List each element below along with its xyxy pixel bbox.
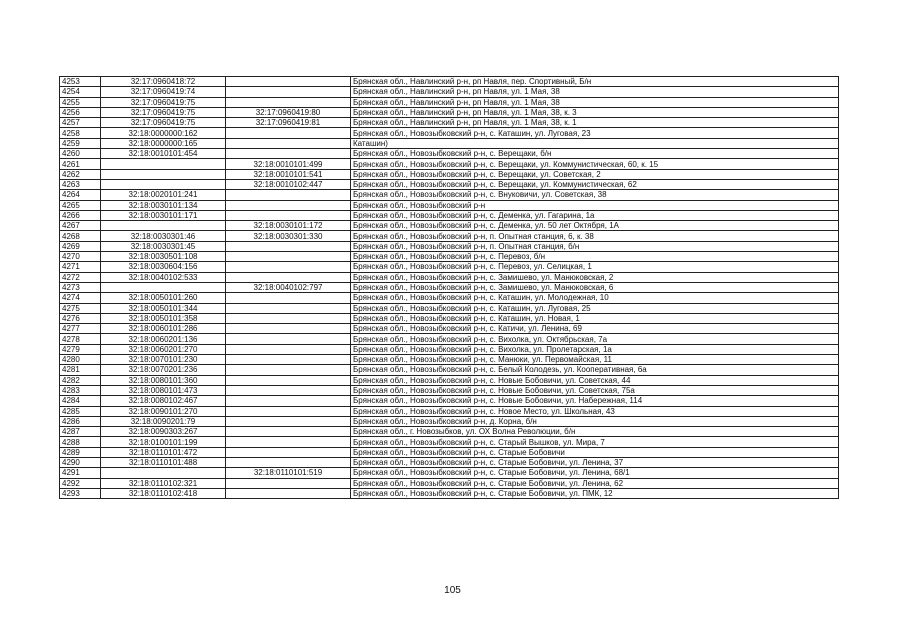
- table-row: [60, 457, 839, 467]
- table-row: [60, 303, 839, 313]
- cadastral-number-cell: 32:18:0030501:108: [101, 252, 226, 262]
- row-number-cell: 4270: [60, 252, 101, 262]
- table-row: [60, 293, 839, 303]
- table-row: [60, 416, 839, 426]
- table-row: [60, 241, 839, 251]
- row-number-cell: 4273: [60, 282, 101, 292]
- related-cadastral-number-cell: [226, 457, 351, 467]
- row-number-cell: 4284: [60, 396, 101, 406]
- related-cadastral-number-cell: [226, 416, 351, 426]
- related-cadastral-number-cell: [226, 478, 351, 488]
- related-cadastral-number-cell: [226, 385, 351, 395]
- address-cell: Брянская обл., г. Новозыбков, ул. ОХ Волна Революции, б/н: [351, 427, 839, 437]
- cadastral-number-cell: 32:18:0100101:199: [101, 437, 226, 447]
- table-row: [60, 262, 839, 272]
- row-number-cell: 4268: [60, 231, 101, 241]
- related-cadastral-number-cell: [226, 313, 351, 323]
- address-cell: Брянская обл., Новозыбковский р-н, с. Старый Вышков, ул. Мира, 7: [351, 437, 839, 447]
- row-number-cell: 4269: [60, 241, 101, 251]
- cadastral-number-cell: 32:18:0090303:267: [101, 427, 226, 437]
- table-row: [60, 190, 839, 200]
- address-cell: Брянская обл., Новозыбковский р-н, с. Старые Бобовичи: [351, 447, 839, 457]
- row-number-cell: 4266: [60, 210, 101, 220]
- row-number-cell: 4253: [60, 77, 101, 87]
- related-cadastral-number-cell: [226, 488, 351, 498]
- address-cell: Брянская обл., Новозыбковский р-н, с. Верещаки, ул. Коммунистическая, 62: [351, 179, 839, 189]
- row-number-cell: 4265: [60, 200, 101, 210]
- table-row: [60, 200, 839, 210]
- cadastral-number-cell: 32:18:0070201:236: [101, 365, 226, 375]
- cadastral-number-cell: 32:18:0060101:286: [101, 324, 226, 334]
- cadastral-number-cell: 32:18:0080101:473: [101, 385, 226, 395]
- related-cadastral-number-cell: [226, 375, 351, 385]
- address-cell: Брянская обл., Новозыбковский р-н, с. Перевоз, ул. Селицкая, 1: [351, 262, 839, 272]
- related-cadastral-number-cell: 32:18:0030301:330: [226, 231, 351, 241]
- row-number-cell: 4277: [60, 324, 101, 334]
- row-number-cell: 4259: [60, 138, 101, 148]
- cadastral-number-cell: 32:17:0960418:72: [101, 77, 226, 87]
- address-cell: Брянская обл., Новозыбковский р-н, с. Новые Бобовичи, ул. Советская, 44: [351, 375, 839, 385]
- address-cell: Брянская обл., Новозыбковский р-н, с. Каташин, ул. Молодежная, 10: [351, 293, 839, 303]
- related-cadastral-number-cell: [226, 262, 351, 272]
- row-number-cell: 4287: [60, 427, 101, 437]
- table-row: [60, 77, 839, 87]
- table-row: [60, 468, 839, 478]
- cadastral-number-cell: 32:18:0110101:488: [101, 457, 226, 467]
- table-row: [60, 324, 839, 334]
- cadastral-number-cell: 32:17:0960419:75: [101, 118, 226, 128]
- cadastral-number-cell: 32:18:0000000:165: [101, 138, 226, 148]
- row-number-cell: 4290: [60, 457, 101, 467]
- row-number-cell: 4282: [60, 375, 101, 385]
- cadastral-number-cell: 32:18:0050101:358: [101, 313, 226, 323]
- table-row: [60, 138, 839, 148]
- address-cell: Брянская обл., Новозыбковский р-н, с. Новые Бобовичи, ул. Советская, 75а: [351, 385, 839, 395]
- table-row: [60, 488, 839, 498]
- table-row: [60, 97, 839, 107]
- address-cell: Брянская обл., Навлинский р-н, рп Навля, ул. 1 Мая, 38, к. 1: [351, 118, 839, 128]
- related-cadastral-number-cell: [226, 138, 351, 148]
- address-cell: Брянская обл., Новозыбковский р-н, с. Старые Бобовичи, ул. ПМК, 12: [351, 488, 839, 498]
- address-cell: Брянская обл., Новозыбковский р-н, с. Вихолка, ул. Октябрьская, 7а: [351, 334, 839, 344]
- related-cadastral-number-cell: 32:18:0030101:172: [226, 221, 351, 231]
- cadastral-number-cell: 32:17:0960419:74: [101, 87, 226, 97]
- row-number-cell: 4289: [60, 447, 101, 457]
- table-row: [60, 437, 839, 447]
- address-cell: Брянская обл., Новозыбковский р-н, с. Вихолка, ул. Пролетарская, 1а: [351, 344, 839, 354]
- related-cadastral-number-cell: [226, 396, 351, 406]
- cadastral-number-cell: 32:18:0060201:136: [101, 334, 226, 344]
- cadastral-number-cell: 32:18:0070101:230: [101, 355, 226, 365]
- related-cadastral-number-cell: [226, 128, 351, 138]
- related-cadastral-number-cell: [226, 252, 351, 262]
- row-number-cell: 4260: [60, 149, 101, 159]
- cadastral-number-cell: 32:17:0960419:75: [101, 97, 226, 107]
- row-number-cell: 4256: [60, 107, 101, 117]
- table-row: [60, 344, 839, 354]
- related-cadastral-number-cell: 32:17:0960419:80: [226, 107, 351, 117]
- related-cadastral-number-cell: [226, 97, 351, 107]
- table-row: [60, 478, 839, 488]
- table-row: [60, 221, 839, 231]
- table-row: [60, 396, 839, 406]
- row-number-cell: 4286: [60, 416, 101, 426]
- cadastral-number-cell: 32:18:0030301:46: [101, 231, 226, 241]
- cadastral-number-cell: 32:18:0110102:418: [101, 488, 226, 498]
- cadastral-number-cell: 32:18:0080102:467: [101, 396, 226, 406]
- row-number-cell: 4279: [60, 344, 101, 354]
- table-row: [60, 179, 839, 189]
- table-row: [60, 447, 839, 457]
- address-cell: Брянская обл., Новозыбковский р-н, с. Верещаки, ул. Советская, 2: [351, 169, 839, 179]
- related-cadastral-number-cell: [226, 87, 351, 97]
- table-row: [60, 375, 839, 385]
- address-cell: Брянская обл., Новозыбковский р-н, с. Перевоз, б/н: [351, 252, 839, 262]
- address-cell: Брянская обл., Новозыбковский р-н, с. Верещаки, б/н: [351, 149, 839, 159]
- related-cadastral-number-cell: [226, 324, 351, 334]
- row-number-cell: 4292: [60, 478, 101, 488]
- row-number-cell: 4278: [60, 334, 101, 344]
- related-cadastral-number-cell: 32:18:0010101:499: [226, 159, 351, 169]
- row-number-cell: 4288: [60, 437, 101, 447]
- table-row: [60, 210, 839, 220]
- cadastral-number-cell: 32:18:0030301:45: [101, 241, 226, 251]
- address-cell: Брянская обл., Новозыбковский р-н, с. Катичи, ул. Ленина, 69: [351, 324, 839, 334]
- related-cadastral-number-cell: [226, 447, 351, 457]
- address-cell: Брянская обл., Новозыбковский р-н, с. Верещаки, ул. Коммунистическая, 60, к. 15: [351, 159, 839, 169]
- address-cell: Брянская обл., Навлинский р-н, рп Навля, ул. 1 Мая, 38, к. 3: [351, 107, 839, 117]
- cadastral-number-cell: 32:18:0010101:454: [101, 149, 226, 159]
- row-number-cell: 4255: [60, 97, 101, 107]
- address-cell: Брянская обл., Новозыбковский р-н, с. Внуковичи, ул. Советская, 38: [351, 190, 839, 200]
- related-cadastral-number-cell: [226, 77, 351, 87]
- row-number-cell: 4271: [60, 262, 101, 272]
- cadastral-number-cell: 32:18:0110102:321: [101, 478, 226, 488]
- address-cell: Брянская обл., Новозыбковский р-н, п. Опытная станция, 6, к. 38: [351, 231, 839, 241]
- property-table-body: [60, 77, 839, 499]
- address-cell: Брянская обл., Новозыбковский р-н, с. Новые Бобовичи, ул. Набережная, 114: [351, 396, 839, 406]
- table-row: [60, 231, 839, 241]
- table-row: [60, 272, 839, 282]
- table-row: [60, 159, 839, 169]
- related-cadastral-number-cell: [226, 365, 351, 375]
- related-cadastral-number-cell: [226, 200, 351, 210]
- property-table: [59, 76, 839, 499]
- address-cell: Брянская обл., Новозыбковский р-н, с. Манюки, ул. Первомайская, 11: [351, 355, 839, 365]
- address-cell: Брянская обл., Новозыбковский р-н, с. Новое Место, ул. Школьная, 43: [351, 406, 839, 416]
- row-number-cell: 4280: [60, 355, 101, 365]
- address-cell: Брянская обл., Новозыбковский р-н, с. Старые Бобовичи, ул. Ленина, 62: [351, 478, 839, 488]
- related-cadastral-number-cell: [226, 427, 351, 437]
- cadastral-number-cell: [101, 179, 226, 189]
- cadastral-number-cell: 32:18:0110101:472: [101, 447, 226, 457]
- related-cadastral-number-cell: [226, 303, 351, 313]
- related-cadastral-number-cell: [226, 355, 351, 365]
- row-number-cell: 4274: [60, 293, 101, 303]
- address-cell: Брянская обл., Навлинский р-н, рп Навля, пер. Спортивный, Б/н: [351, 77, 839, 87]
- table-row: [60, 334, 839, 344]
- row-number-cell: 4275: [60, 303, 101, 313]
- related-cadastral-number-cell: [226, 344, 351, 354]
- table-row: [60, 313, 839, 323]
- table-row: [60, 427, 839, 437]
- address-cell: Брянская обл., Новозыбковский р-н, с. Деменка, ул. Гагарина, 1а: [351, 210, 839, 220]
- cadastral-number-cell: 32:18:0080101:360: [101, 375, 226, 385]
- address-cell: Брянская обл., Новозыбковский р-н, с. Каташин, ул. Луговая, 25: [351, 303, 839, 313]
- cadastral-number-cell: 32:18:0020101:241: [101, 190, 226, 200]
- address-cell: Брянская обл., Новозыбковский р-н: [351, 200, 839, 210]
- table-row: [60, 252, 839, 262]
- cadastral-number-cell: [101, 169, 226, 179]
- row-number-cell: 4293: [60, 488, 101, 498]
- row-number-cell: 4258: [60, 128, 101, 138]
- address-cell: Брянская обл., Новозыбковский р-н, п. Опытная станция, б/н: [351, 241, 839, 251]
- row-number-cell: 4267: [60, 221, 101, 231]
- cadastral-number-cell: [101, 468, 226, 478]
- address-cell: Брянская обл., Новозыбковский р-н, с. Деменка, ул. 50 лет Октября, 1А: [351, 221, 839, 231]
- table-row: [60, 282, 839, 292]
- related-cadastral-number-cell: [226, 272, 351, 282]
- cadastral-number-cell: 32:18:0090201:79: [101, 416, 226, 426]
- cadastral-number-cell: 32:18:0050101:344: [101, 303, 226, 313]
- related-cadastral-number-cell: 32:18:0110101:519: [226, 468, 351, 478]
- row-number-cell: 4272: [60, 272, 101, 282]
- cadastral-number-cell: 32:18:0090101:270: [101, 406, 226, 416]
- row-number-cell: 4264: [60, 190, 101, 200]
- related-cadastral-number-cell: [226, 190, 351, 200]
- address-cell: Брянская обл., Новозыбковский р-н, с. Замишево, ул. Манюковская, 2: [351, 272, 839, 282]
- table-row: [60, 169, 839, 179]
- related-cadastral-number-cell: 32:17:0960419:81: [226, 118, 351, 128]
- row-number-cell: 4262: [60, 169, 101, 179]
- address-cell: Брянская обл., Навлинский р-н, рп Навля, ул. 1 Мая, 38: [351, 87, 839, 97]
- table-row: [60, 87, 839, 97]
- related-cadastral-number-cell: 32:18:0010101:541: [226, 169, 351, 179]
- table-row: [60, 107, 839, 117]
- table-row: [60, 365, 839, 375]
- cadastral-number-cell: [101, 221, 226, 231]
- table-row: [60, 355, 839, 365]
- table-row: [60, 149, 839, 159]
- address-cell: Брянская обл., Новозыбковский р-н, с. Замишево, ул. Манюковская, 6: [351, 282, 839, 292]
- row-number-cell: 4281: [60, 365, 101, 375]
- row-number-cell: 4261: [60, 159, 101, 169]
- related-cadastral-number-cell: 32:18:0040102:797: [226, 282, 351, 292]
- related-cadastral-number-cell: [226, 149, 351, 159]
- address-cell: Брянская обл., Новозыбковский р-н, д. Корна, б/н: [351, 416, 839, 426]
- related-cadastral-number-cell: [226, 241, 351, 251]
- cadastral-number-cell: 32:18:0000000:162: [101, 128, 226, 138]
- cadastral-number-cell: 32:18:0030604:156: [101, 262, 226, 272]
- address-cell: Брянская обл., Новозыбковский р-н, с. Каташин, ул. Новая, 1: [351, 313, 839, 323]
- cadastral-number-cell: 32:18:0060201:270: [101, 344, 226, 354]
- address-cell: Брянская обл., Новозыбковский р-н, с. Каташин, ул. Луговая, 23: [351, 128, 839, 138]
- related-cadastral-number-cell: [226, 293, 351, 303]
- row-number-cell: 4285: [60, 406, 101, 416]
- cadastral-number-cell: 32:18:0050101:260: [101, 293, 226, 303]
- row-number-cell: 4283: [60, 385, 101, 395]
- row-number-cell: 4276: [60, 313, 101, 323]
- cadastral-number-cell: 32:18:0040102:533: [101, 272, 226, 282]
- table-row: [60, 406, 839, 416]
- related-cadastral-number-cell: [226, 334, 351, 344]
- address-cell: Брянская обл., Новозыбковский р-н, с. Старые Бобовичи, ул. Ленина, 68/1: [351, 468, 839, 478]
- table-row: [60, 118, 839, 128]
- row-number-cell: 4263: [60, 179, 101, 189]
- cadastral-number-cell: 32:18:0030101:134: [101, 200, 226, 210]
- page-number: 105: [444, 585, 461, 596]
- cadastral-number-cell: [101, 159, 226, 169]
- related-cadastral-number-cell: 32:18:0010102:447: [226, 179, 351, 189]
- address-cell: Брянская обл., Навлинский р-н, рп Навля, ул. 1 Мая, 38: [351, 97, 839, 107]
- row-number-cell: 4254: [60, 87, 101, 97]
- related-cadastral-number-cell: [226, 406, 351, 416]
- table-row: [60, 385, 839, 395]
- address-cell: Каташин): [351, 138, 839, 148]
- table-row: [60, 128, 839, 138]
- cadastral-number-cell: 32:18:0030101:171: [101, 210, 226, 220]
- cadastral-number-cell: [101, 282, 226, 292]
- related-cadastral-number-cell: [226, 437, 351, 447]
- cadastral-number-cell: 32:17:0960419:75: [101, 107, 226, 117]
- row-number-cell: 4291: [60, 468, 101, 478]
- related-cadastral-number-cell: [226, 210, 351, 220]
- address-cell: Брянская обл., Новозыбковский р-н, с. Старые Бобовичи, ул. Ленина, 37: [351, 457, 839, 467]
- address-cell: Брянская обл., Новозыбковский р-н, с. Белый Колодезь, ул. Кооперативная, 6а: [351, 365, 839, 375]
- row-number-cell: 4257: [60, 118, 101, 128]
